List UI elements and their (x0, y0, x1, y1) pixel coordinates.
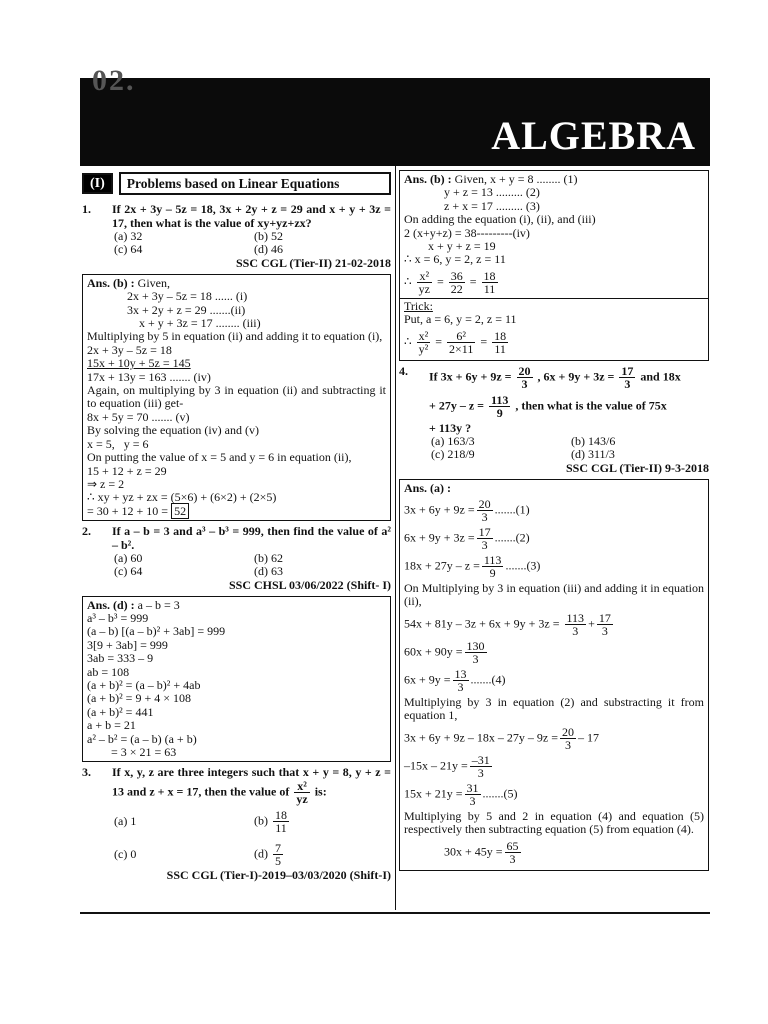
trick-section (400, 298, 708, 355)
answer-line: = 3 × 21 = 63 (111, 745, 177, 759)
answer-box-3 (399, 170, 709, 361)
answer-equation: ∴ $\frac{\text{x²}}{\text{y²}}$ = $\frac{\text{6²}}{2\times 11}$ = $\frac{18}{11}$ (404, 328, 507, 356)
answer-equation: 54x + 81y – 3z + 6x + 9y + 3z = $\frac{113}{3}$ + $\frac{17}{3}$ (404, 610, 611, 638)
question-3: 3. If x, y, z are three integers such that x + y = 8, y + z = 13 and z + x = 17, then the value of $\frac{\text{x²}}{yz}$ is: (82, 765, 391, 806)
question-1 (82, 203, 391, 230)
answer-line: y + z = 13 ......... (2) (444, 185, 540, 200)
trick-label: Trick: (404, 298, 433, 313)
answer-line: x + y + 3z = 17 ........ (iii) (139, 316, 261, 331)
question-source: SSC CGL (Tier-II) 9-3-2018 (565, 461, 709, 476)
answer-line: 15 + 12 + z = 29 (87, 463, 167, 478)
fraction: $\frac{\text{x²}}{yz}$ (296, 778, 308, 806)
option: (a) 1 (114, 814, 137, 829)
answer-equation: 15x + 21y = $\frac{31}{3}$ .......(5) (404, 780, 518, 808)
option: (b) 143/6 (571, 434, 616, 449)
answer-line: Put, a = 6, y = 2, z = 11 (404, 312, 517, 327)
left-column (82, 172, 391, 885)
answer-equation: 18x + 27y – z = $\frac{113}{9}$ .......(3) (404, 553, 541, 581)
question-source: SSC CGL (Tier-I)-2019–03/03/2020 (Shift-I) (166, 867, 391, 882)
option: (c) 0 (114, 847, 137, 862)
answer-line: x + y + z = 19 (428, 239, 496, 254)
section-heading (82, 172, 391, 195)
answer-line: x = 5, y = 6 (87, 436, 149, 451)
answer-line: ab = 108 (87, 664, 130, 679)
answer-line: 2x + 3y – 5z = 18 (87, 342, 172, 357)
question-4-options (399, 435, 709, 460)
section-badge: (I) (82, 173, 113, 194)
chapter-title: ALGEBRA (491, 113, 696, 158)
answer-line: 8x + 5y = 70 ....... (v) (87, 409, 190, 424)
answer-line: By solving the equation (iv) and (v) (87, 423, 259, 438)
answer-line: (a + b)² = 9 + 4 × 108 (87, 691, 191, 706)
answer-line: (a + b)² = (a – b)² + 4ab (87, 677, 201, 692)
question-text: If x, y, z are three integers such that x + y = 8, y + z = 13 and z + x = 17, then the value of (112, 765, 391, 799)
option: (d) 63 (254, 563, 283, 578)
option: (d) $\frac{7}{5}$ (254, 840, 281, 868)
question-number: 2. (82, 524, 91, 539)
answer-label: Ans. (d) : (87, 597, 135, 612)
answer-line: a³ – b³ = 999 (87, 610, 149, 625)
answer-line: Given, (137, 275, 170, 290)
answer-box-1 (82, 274, 391, 521)
question-number: 4. (399, 363, 408, 378)
answer-line: Again, on multiplying by 3 in equation (ii) and subtracting it to equation (iii) get- (87, 383, 386, 411)
answer-line: Given, x + y = 8 ........ (1) (454, 172, 578, 186)
right-column: Ans. (b) : Given, x + y = 8 ........ (1) y + z = 13 ......... (2) z + x = 17 ......... (3) On adding the equation (i), (ii), and (iii) 2 (x+y+z) = 38---------(iv) x + y + z = 19 ∴ x = 6, y = 2, z = 11 ∴ $\frac{\text{x²}}{yz}$ = $\frac{36}{22}$ = $\frac{18}{11}$ Trick: Put, a = 6, y = 2, z = 11 ∴ $\frac{\text{x²}}{\text{y²}}$ = $\frac{\text{6²}}{2\times 11}$ = $\frac{18}{11}$ 4. If 3x + 6y + 9z = $\frac{20}{3}$ , 6x + 9y + 3z = $\frac{17}{3}$ and 18x + 27y – z = $\frac{113}{9}$ , then what is the value of 75x + 113y ? (a) 163/3 (b) 143/6 (c) 218/9 (d) 311/3 SSC CGL (Tier-II) 9-3-2018 Ans. (a) : 3x + 6y + 9z = $\frac{20}{3}$ .......(1) 6x + 9y + 3z = $\frac{17}{3}$ .......(2) 18x + 27y – z = $\frac{113}{9}$ .......(3) On Multiplying by 3 in equation (iii) and adding it in equation (ii), 54x + 81y – 3z + 6x + 9y + 3z = $\frac{113}{3}$ + $\frac{17}{3}$ 60x + 90y = $\frac{130}{3}$ 6x + 9y = $\frac{13}{3}$ .......(4) Multiplying by 3 in equation (2) and substracting it from equation 1, 3x + 6y + 9z – 18x – 27y – 9z = $\frac{20}{3}$ – 17 –15x – 21y = $\frac{-31}{3}$ 15x + 21y = $\frac{31}{3}$ .......(5) Multiplying by 5 and 2 in equation (4) and equation (5) respectively then subtracting equation (5) from equation (4). 30x + 45y = $\frac{65}{3}$ (399, 170, 709, 873)
question-2 (82, 525, 391, 552)
question-number: 3. (82, 765, 91, 780)
final-answer: 52 (171, 503, 189, 519)
answer-equation: 3x + 6y + 9z – 18x – 27y – 9z = $\frac{20}{3}$ – 17 (404, 724, 599, 752)
answer-line: ∴ x = 6, y = 2, z = 11 (404, 252, 506, 267)
answer-label: Ans. (a) : (404, 480, 451, 495)
answer-line: = 30 + 12 + 10 = (87, 503, 169, 518)
answer-box-4 (399, 479, 709, 871)
question-text: If a – b = 3 and a³ – b³ = 999, then find the value of a² – b². (112, 524, 391, 552)
answer-line: On Multiplying by 3 in equation (iii) and adding it in equation (ii), (404, 581, 704, 609)
option: (a) 163/3 (431, 434, 475, 449)
option: (b) 62 (254, 550, 283, 565)
option: (d) 46 (254, 241, 283, 256)
answer-line: 2x + 3y – 5z = 18 ...... (i) (127, 289, 248, 304)
answer-line: 2 (x+y+z) = 38---------(iv) (404, 225, 530, 240)
section-title: Problems based on Linear Equations (119, 172, 391, 195)
option: (d) 311/3 (571, 446, 615, 461)
answer-label: Ans. (b) : (404, 172, 452, 186)
answer-line: On adding the equation (i), (ii), and (iii) (404, 212, 596, 227)
answer-line: 3[9 + 3ab] = 999 (87, 637, 168, 652)
option: (a) 32 (114, 229, 143, 244)
answer-line: z + x = 17 ......... (3) (444, 198, 540, 213)
question-2-options (82, 552, 391, 577)
answer-line: a² – b² = (a – b) (a + b) (87, 731, 197, 746)
question-1-options (82, 230, 391, 255)
answer-line: 15x + 10y + 5z = 145 (87, 356, 191, 371)
answer-line: ⇒ z = 2 (87, 476, 125, 491)
answer-label: Ans. (b) : (87, 275, 135, 290)
answer-equation: 30x + 45y = $\frac{65}{3}$ (444, 838, 519, 866)
option: (c) 218/9 (431, 446, 475, 461)
option: (c) 64 (114, 241, 143, 256)
question-number: 1. (82, 202, 91, 217)
chapter-number: 02. (92, 64, 136, 97)
answer-box-2 (82, 596, 391, 763)
answer-line: a – b = 3 (137, 597, 180, 612)
column-divider (395, 166, 396, 910)
answer-line: Multiplying by 3 in equation (2) and substracting it from equation 1, (404, 694, 704, 723)
answer-equation: ∴ $\frac{\text{x²}}{yz}$ = $\frac{36}{22}$ = $\frac{18}{11}$ (404, 268, 496, 296)
answer-line: On putting the value of x = 5 and y = 6 in equation (ii), (87, 450, 352, 465)
answer-line: (a – b) [(a – b)² + 3ab] = 999 (87, 624, 226, 639)
question-text: If 2x + 3y – 5z = 18, 3x + 2y + z = 29 and x + y + 3z = 17, then what is the value of xy+yz+zx? (112, 202, 391, 230)
option: (c) 64 (114, 563, 143, 578)
answer-line: 3ab = 333 – 9 (87, 651, 154, 666)
answer-line: Multiplying by 5 in equation (ii) and adding it to equation (i), (87, 329, 383, 344)
question-3-options (82, 809, 391, 867)
answer-equation: 60x + 90y = $\frac{130}{3}$ (404, 638, 485, 666)
chapter-banner (80, 64, 710, 166)
option: (b) $\frac{18}{11}$ (254, 807, 287, 835)
option: (a) 60 (114, 550, 143, 565)
question-source: SSC CHSL 03/06/2022 (Shift- I) (228, 578, 391, 593)
question-source: SSC CGL (Tier-II) 21-02-2018 (235, 256, 391, 271)
answer-equation: –15x – 21y = $\frac{-31}{3}$ (404, 752, 490, 780)
answer-equation: 6x + 9y = $\frac{13}{3}$ .......(4) (404, 666, 506, 694)
answer-line: Multiplying by 5 and 2 in equation (4) and equation (5) respectively then subtracting equation (5) from equation (4). (404, 808, 704, 837)
footer-rule (80, 912, 710, 914)
answer-equation: 6x + 9y + 3z = $\frac{17}{3}$ .......(2) (404, 525, 530, 553)
option: (b) 52 (254, 229, 283, 244)
answer-line: 17x + 13y = 163 ....... (iv) (87, 369, 211, 384)
question-4: 4. If 3x + 6y + 9z = $\frac{20}{3}$ , 6x + 9y + 3z = $\frac{17}{3}$ and 18x (399, 363, 681, 391)
answer-line: ∴ xy + yz + zx = (5×6) + (6×2) + (2×5) (87, 490, 277, 505)
answer-line: 3x + 2y + z = 29 .......(ii) (127, 302, 246, 317)
answer-line: a + b = 21 (87, 718, 136, 733)
answer-equation: 3x + 6y + 9z = $\frac{20}{3}$ .......(1) (404, 497, 530, 525)
answer-line: (a + b)² = 441 (87, 704, 154, 719)
